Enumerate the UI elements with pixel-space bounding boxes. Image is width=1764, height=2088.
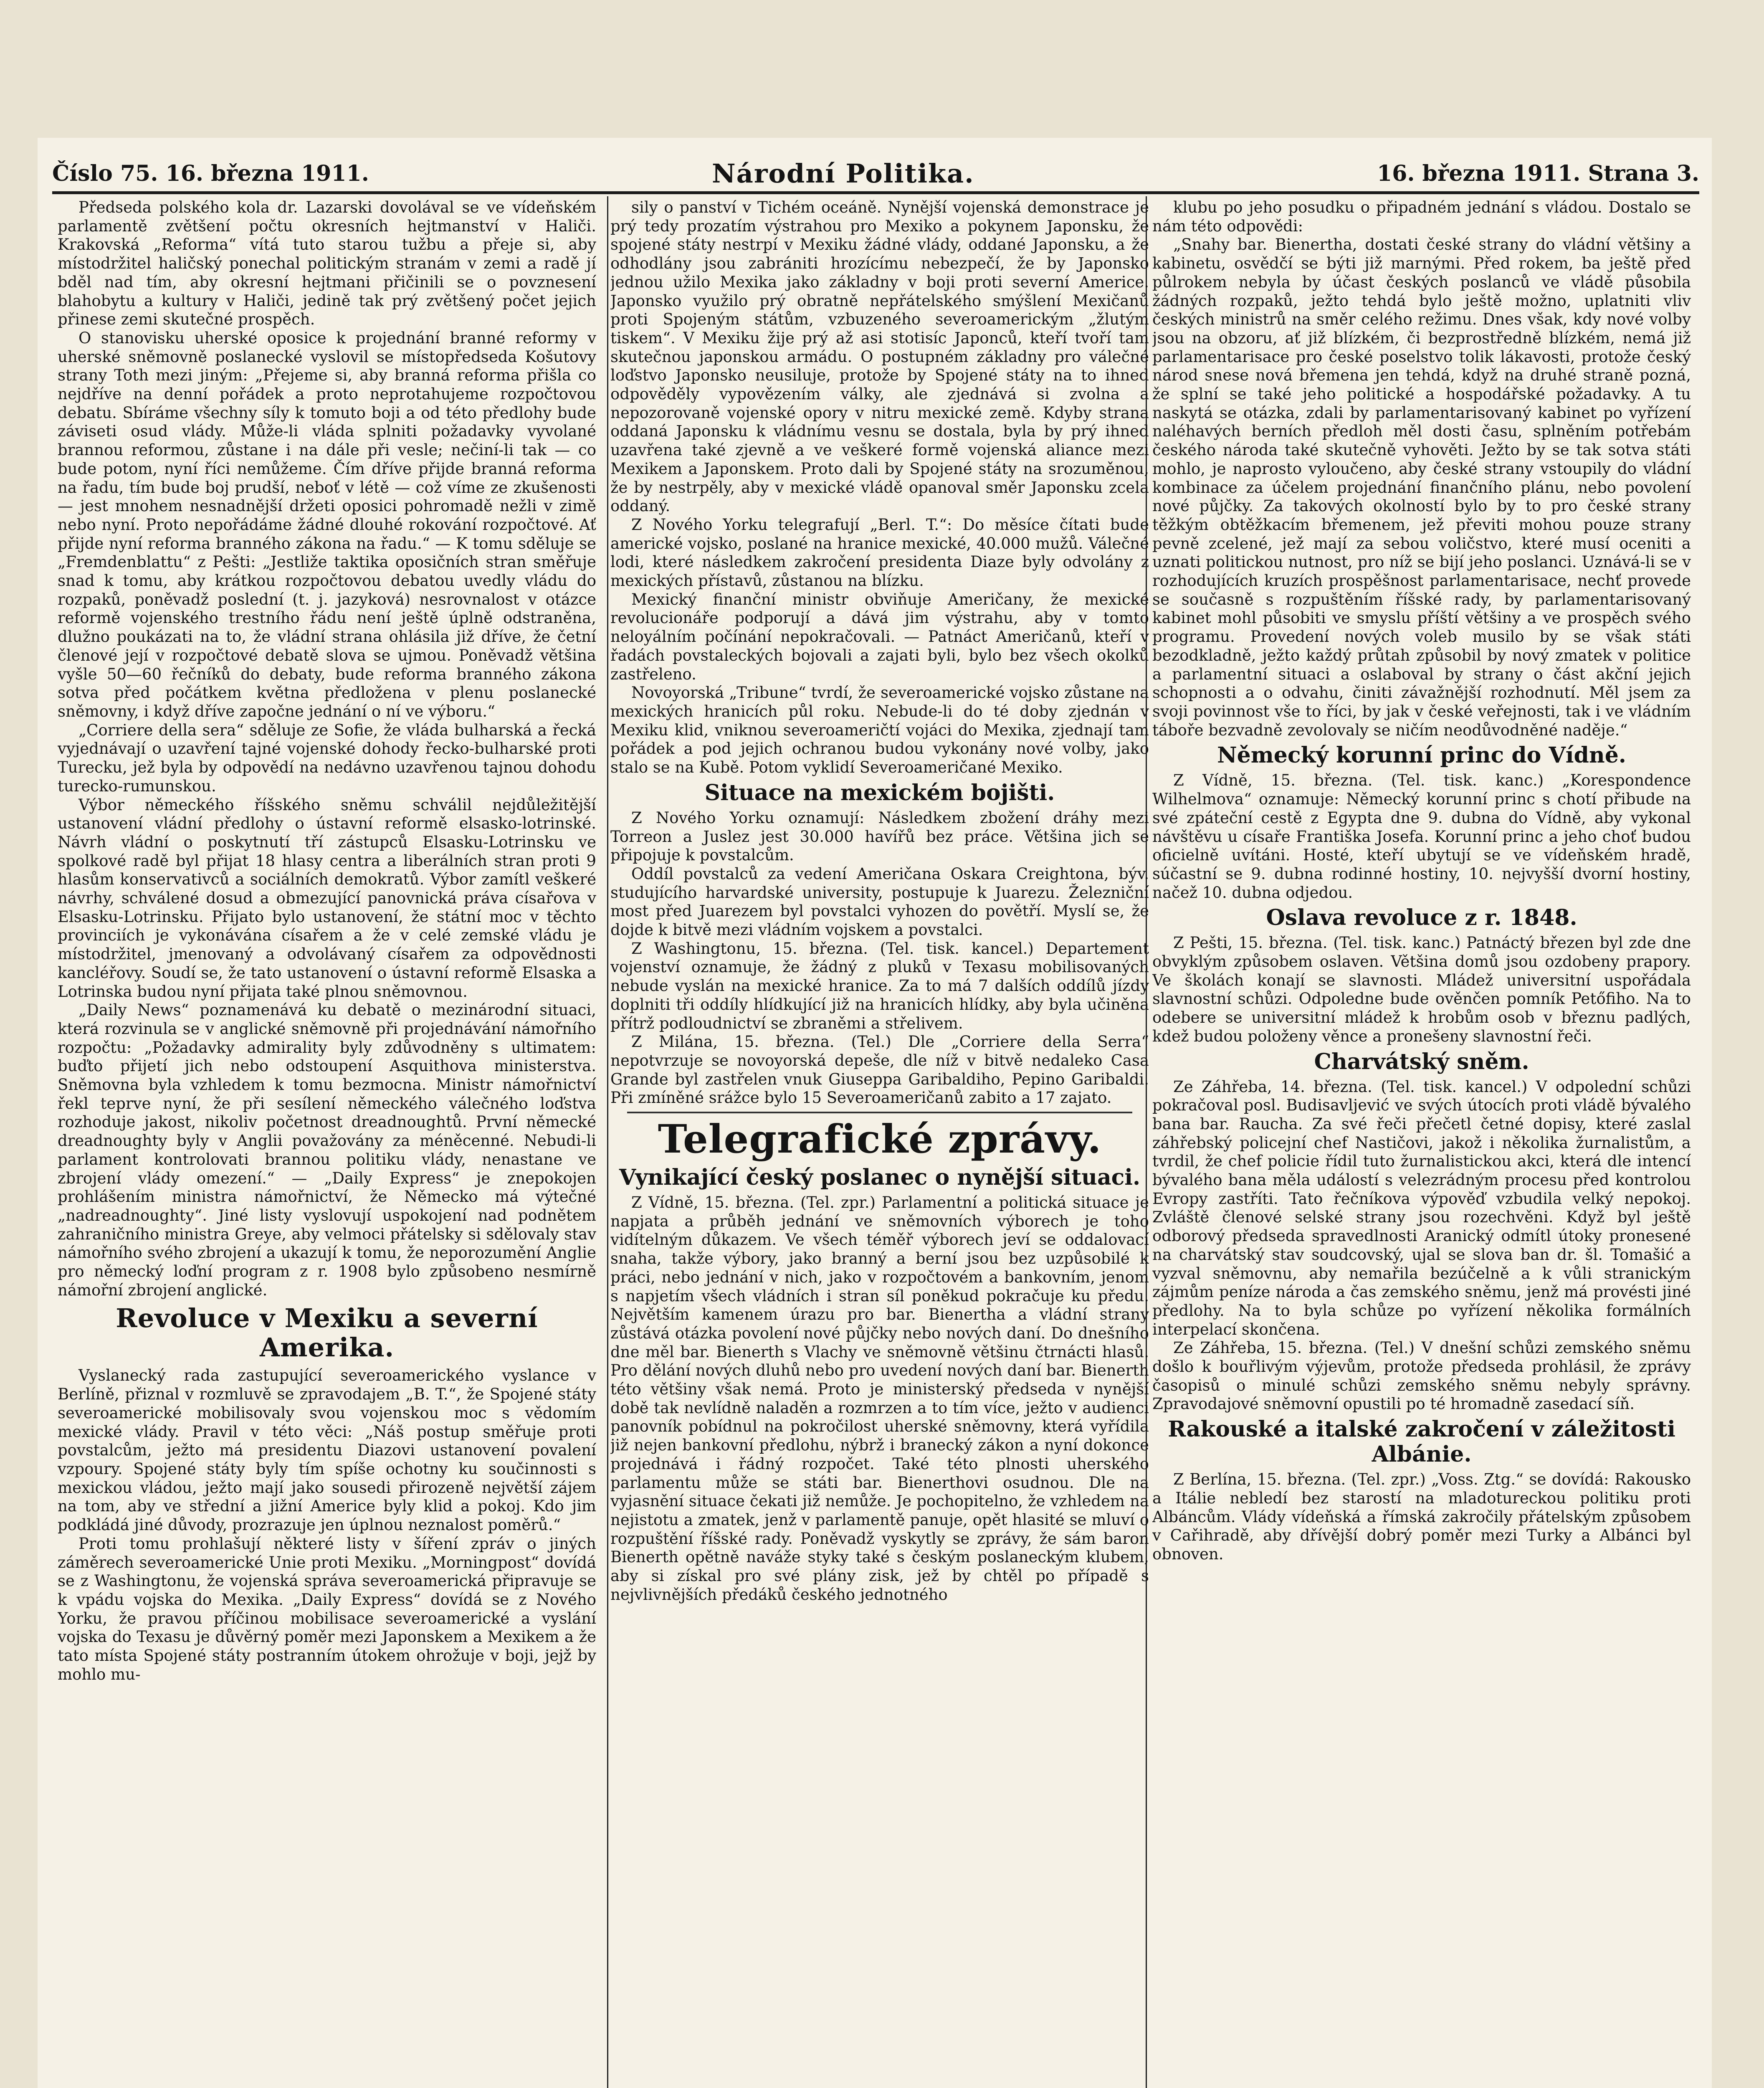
article-paragraph: „Snahy bar. Bienertha, dostati české strany do vládní většiny a kabinetu, osvědčí se býti již marnými. Před rokem, ba ještě před půlrokem nebyla by účast českých poslanců ve vládě působila žádných rozpaků, ježto tehdá bylo ještě možno, uplatniti vliv českých ministrů na směr celého režimu. Dnes však, kdy nové volby jsou na obzoru, ať již blízkém, či bezprostředně blízkém, nemá již parlamentarisace pro české poselstvo tolik lákavosti, protože český národ snese nová břemena jen tehdá, když na druhé straně pozná, že splní se také jeho politické a hospodářské požadavky. A tu naskytá se otázka, zdali by parlamentarisovaný kabinet po vyřízení naléhavých berních předloh měl dosti času, splněním potřebám českého národa také skutečně vyhověti. Ježto by se tak sotva státi mohlo, je naprosto vyloučeno, aby české strany vstoupily do vládní kombinace za účelem projednání finančního plánu, nebo povolení nové půjčky. Za takových okolností bylo by to pro české strany těžkým obtěžkacím břemenem, jež převiti mohou pouze strany pevně zcelené, jež mají za sebou voličstvo, které musí oceniti a uznati politickou nutnost, pro níž se bijí jeho poslanci. Uznává-li se v rozhodujících kruzích prospěšnost parlamentarisace, nechť provede se současně s rozpuštěním říšské rady, by parlamentarisovaný kabinet mohl působiti ve smyslu příští většiny a ve prospěch svého programu. Provedení nových voleb musilo by se však státi bezodkladně, ježto každý průtah způsobil by nový zmatek v politice a parlamentní situaci a oslaboval by strany o část akční jejich schopnosti a o odvahu, činiti závažnější rozhodnutí. Měl jsem za svoji povinnost vše to říci, by jak v české veřejnosti, tak i ve vládním táboře bezvadně zevolovaly se ničím neodůvodněné naděje.“ bbox=[1152, 236, 1691, 739]
headline-oslava: Oslava revoluce z r. 1848. bbox=[1266, 905, 1577, 931]
article-paragraph: Z Milána, 15. března. (Tel.) Dle „Corriere della Serra“ nepotvrzuje se novoyorská depeše, dle níž v bitvě nedaleko Casa Grande byl zastřelen vnuk Giuseppa Garibaldiho, Pepino Garibaldi. Při zmíněné srážce bylo 15 Severoameričanů zabito a 17 zajato. bbox=[610, 1033, 1149, 1107]
date-and-page: 16. března 1911. Strana 3. bbox=[1377, 161, 1699, 186]
article-paragraph: Novoyorská „Tribune“ tvrdí, že severoamerické vojsko zůstane na mexických hranicích půl roku. Nebude-li do té doby zjednán v Mexiku klid, vniknou severoameričtí vojáci do Mexika, zjednají tam pořádek a pod jejich ochranou budou vykonány nové volby, jako stalo se na Kubě. Potom vyklidí Severoameričané Mexiko. bbox=[610, 684, 1149, 777]
article-paragraph: klubu po jeho posudku o připadném jednání s vládou. Dostalo se nám této odpovědi: bbox=[1152, 198, 1691, 235]
article-paragraph: Ze Záhřeba, 14. března. (Tel. tisk. kancel.) V odpolední schůzi pokračoval posl. Budisavljević ve svých útocích proti vládě bývalého bana bar. Raucha. Za své řeči přečetl četné dopisy, které zaslal záhřebský policejní chef Nastičovi, jakož i několika žurnalistům, a tvrdil, že chef policie řídil tuto žurnalistickou akci, která dle intencí bývalého bana měla událostí s velezrádným procesu před kontrolou Evropy zastříti. Tato řečníkova výpověď vzbudila velký nepokoj. Zvláště členové selské strany jsou rozechvěni. Když byl ještě odborový předseda spravedlnosti Aranický odmítl útoky pronesené na charvátský stav soudcovský, ujal se slova ban dr. šl. Tomašić a vyzval sněmovnu, aby nemařila bezúčelně a k vůli stranickým zájmům peníze národa a čas zemského sněmu, jenž má provésti jiné předlohy. Na to byla schůze po vyřízení několika formálních interpelací skončena. bbox=[1152, 1077, 1691, 1338]
article-paragraph: „Daily News“ poznamenává ku debatě o mezinárodní situaci, která rozvinula se v anglické sněmovně při projednávání námořního rozpočtu: „Požadavky admirality byly zdůvodněny s ultimatem: buďto přijetí jich nebo odstoupení Asquithova ministerstva. Sněmovna byla vzhledem k tomu bezmocna. Ministr námořnictví řekl teprve nyní, že při sesílení německého válečného loďstva rozhoduje jakost, nikoliv početnost dreadnoughtů. První německé dreadnoughty byly v Anglii považovány za méněcenné. Nebudi-li parlament kontrolovati brannou politiku vlády, nenastane ve zbrojení vlády omezení.“ — „Daily Express“ je znepokojen prohlášením ministra námořnictví, že Německo má výtečné „nadreadnoughty“. Jiné listy vyslovují uspokojení nad podnětem zahraničního ministra Greye, aby velmoci přátelsky si sdělovaly stav námořního svého zbrojení a ukazují k tomu, že neporozumění Anglie pro německý loďní program z r. 1908 bylo způsobeno nesmírně námořní zbrojení anglické. bbox=[58, 1001, 596, 1299]
article-paragraph: Z Vídně, 15. března. (Tel. zpr.) Parlamentní a politická situace je napjata a průběh jednání ve sněmovních výborech je toho vidítelným důkazem. Ve všech téměř výborech jeví se oddalovací snaha, takže výbory, jako branný a berní jsou bez uzpůsobilé k práci, nebo jednání v nich, jako v rozpočtovém a bankovním, jenom s napjetím všech vládních i stran síl poněkud pokračuje ku předu. Největším kamenem úrazu pro bar. Bienertha a vládní strany zůstává otázka povolení nové půjčky nebo nových daní. Do dnešního dne měl bar. Bienerth s Vlachy ve sněmovně většinu čtrnácti hlasů. Pro dělání nových dluhů nebo pro uvedení nových daní bar. Bienerth této většiny však nemá. Proto je ministerský předseda v nynější době tak nevlídně naladěn a rozmrzen a to tím více, ježto v audienci panovník pobídnul na pokročilost uherské sněmovny, která vyřídila již nejen bankovní předlohu, nýbrž i branecký zákon a nyní dokonce projednává i řádný rozpočet. Také této plnosti uherského parlamentu může se státi bar. Bienerthovi osudnou. Dle na vyjasnění situace čekati již nemůže. Je pochopitelno, že vzhledem na nejistotu a zmatek, jenž v parlamentě panuje, opět hlasité se mluví o rozpuštění říšské rady. Poněvadž vyskytly se zprávy, že sám baron Bienerth opětně naváže styky také s českým poslaneckým klubem, aby si získal pro své plány zisk, jež by chtěl po případě s nejvlivnějších předáků českého jednotného bbox=[610, 1194, 1149, 1604]
headline-snem: Charvátský sněm. bbox=[1314, 1049, 1529, 1074]
column-divider bbox=[607, 196, 608, 2088]
headline-poslanec: Vynikající český poslanec o nynější situaci. bbox=[619, 1165, 1141, 1191]
article-paragraph: Výbor německého říšského sněmu schválil nejdůležitější ustanovení vládní předlohy o ústavní reformě elsasko-lotrinské. Návrh vládní o poskytnutí tří zástupců Elsasku-Lotrinsku ve spolkové radě byl přijat 18 hlasy centra a liberálních stran proti 9 hlasům konservativců a sociálních demokratů. Výbor zamítl veškeré návrhy, schválené dosud a obmezující panovnická práva císařova v Elsasku-Lotrinsku. Přijato bylo ustanovení, že státní moc v těchto provinciích je vykonávána císařem a že v celé zemské vládu je místodržitel, jmenovaný a odvolávaný císařem za odpovědnosti kancléřovy. Soudí se, že tato ustanovení o ústavní reformě Elsaska a Lotrinska budou nyní přijata také plnou sněmovnou. bbox=[58, 796, 596, 1001]
column-1 bbox=[58, 198, 596, 2088]
article-paragraph: Vyslanecký rada zastupující severoamerického vyslance v Berlíně, přiznal v rozmluvě se zpravodajem „B. T.“, že Spojené státy severoamerické mobilisovaly svou vojenskou moc s vědomím mexické vlády. Pravil v této věci: „Náš postup směřuje proti povstalcům, ježto má presidentu Diazovi ustanovení povalení vzpoury. Spojené státy byly tím spíše ochotny ku součinnosti s mexickou vládou, ježto mají jako sousedi přirozeně největší zájem na tom, aby ve střední a jižní Americe byly klid a pokoj. Kdo jim podkládá jiné důvody, prozrazuje jen úplnou neznalost poměrů.“ bbox=[58, 1366, 596, 1534]
article-paragraph: Z Nového Yorku oznamují: Následkem zbožení dráhy mezi Torreon a Juslez jest 30.000 havířů bez práce. Většina jich se připojuje k povstalcům. bbox=[610, 808, 1149, 864]
headline-albanie: Rakouské a italské zakročení v záležitosti Albánie. bbox=[1168, 1416, 1675, 1467]
headline-mexico: Revoluce v Mexiku a severní Amerika. bbox=[116, 1303, 538, 1363]
article-paragraph: O stanovisku uherské oposice k projednání branné reformy v uherské sněmovně poslanecké vyslovil se místopředseda Košutovy strany Toth mezi jiným: „Přejeme si, aby branná reforma přišla co nejdříve na denní pořádek a proto neprotahujeme rozpočtovou debatu. Sbíráme všechny síly k tomuto boji a od této předlohy bude záviseti osud vlády. Může-li vláda splniti požadavky vyvolané brannou reformou, zůstane i na dále při vesle; nečiní-li tak — co bude potom, nyní říci nemůžeme. Čím dříve přijde branná reforma na řadu, tím bude boj prudší, neboť v létě — což víme ze zkušenosti — jest mnohem nesnadnější držeti oposici pohromadě nežli v zimě nebo nyní. Proto nepořádáme žádné dlouhé rokování rozpočtové. Ať přijde nyní reforma branného zákona na řadu.“ — K tomu sděluje se „Fremdenblattu“ z Pešti: „Jestliže taktika oposičních stran směřuje snad k tomu, aby krátkou rozpočtovou debatou uvedly vládu do rozpaků, poněvadž poslední (t. j. jazyková) nesrovnalost v otázce reformě vojenského trestního řádu není ještě úplně odstraněna, dlužno poukázati na to, že vládní strana ohlásila již dříve, že četní členové její v rozpočtové debatě slova se ujmou. Poněvadž většina vyšle 50—60 řečníků do debaty, bude reforma branného zákona sotva před počátkem května předložena v plenu poslanecké sněmovny, i když dříve započne jednání o ní ve výboru.“ bbox=[58, 329, 596, 720]
article-paragraph: Z Nového Yorku telegrafují „Berl. T.“: Do měsíce čítati bude americké vojsko, poslané na hranice mexické, 40.000 mužů. Válečné lodi, které následkem zakročení presidenta Diaze byly odvolány z mexických přístavů, zůstanou na blízku. bbox=[610, 515, 1149, 590]
headline-princ: Německý korunní princ do Vídně. bbox=[1217, 742, 1626, 768]
column-2 bbox=[610, 198, 1149, 2088]
column-3 bbox=[1152, 198, 1691, 2088]
masthead-title: Národní Politika. bbox=[712, 158, 974, 189]
article-paragraph: Z Washingtonu, 15. března. (Tel. tisk. kancel.) Departement vojenství oznamuje, že žádný z pluků v Texasu mobilisovaných nebude vyslán na mexické hranice. Za to má 7 dalších oddílů jízdy doplniti tři oddíly hlídkující již na hranicích hlídky, aby byla učiněna přítrž podloudnictví se zbraněmi a střelivem. bbox=[610, 939, 1149, 1032]
issue-number: Číslo 75. 16. března 1911. bbox=[52, 161, 369, 186]
article-paragraph: Ze Záhřeba, 15. března. (Tel.) V dnešní schůzi zemského sněmu došlo k bouřlivým výjevům, protože předseda prohlásil, že zprávy časopisů o minulé schůzi zemského sněmu nebyly správny. Zpravodajové sněmovní opustili po té hromadně zasedací síň. bbox=[1152, 1339, 1691, 1413]
article-paragraph: Proti tomu prohlašují některé listy v šíření zpráv o jiných záměrech severoamerické Unie proti Mexiku. „Morningpost“ dovídá se z Washingtonu, že vojenská správa severoamerická připravuje se k vpádu vojska do Mexika. „Daily Express“ dovídá se z Nového Yorku, že pravou příčinou mobilisace severoamerické a vyslání vojska do Texasu je důvěrný poměr mezi Japonskem a Mexikem a že tato místa Spojené státy postranním útokem ohrožuje v boji, jejž by mohlo mu- bbox=[58, 1534, 596, 1683]
article-paragraph: Oddíl povstalců za vedení Američana Oskara Creightona, býv. studujícího harvardské university, postupuje k Juarezu. Železniční most před Juarezem byl povstalci vyhozen do povětří. Myslí se, že dojde k bitvě mezi vládním vojskem a povstalci. bbox=[610, 864, 1149, 939]
article-paragraph: Z Berlína, 15. března. (Tel. zpr.) „Voss. Ztg.“ se dovídá: Rakousko a Itálie nebledí bez starostí na mladotureckou politiku proti Albáncům. Vlády vídeňská a římská zakročily přátelským způsobem v Cařihradě, aby dřívější dobrý poměr mezi Turky a Albánci byl obnoven. bbox=[1152, 1470, 1691, 1563]
article-paragraph: Předseda polského kola dr. Lazarski dovolával se ve vídeňském parlamentě zvětšení počtu okresních hejtmanství v Haliči. Krakovská „Reforma“ vítá tuto starou tužbu a přeje si, aby místodržitel haličský ponechal politickým stranám v zemi a radě jí bděl nad tím, aby okresní hejtmani přičinili se o povznesení blahobytu a kultury v Haliči, jedině tak prý zvětšený počet jejich přinese zemi skutečné prospěch. bbox=[58, 198, 596, 329]
page-header bbox=[52, 158, 1699, 190]
article-paragraph: Z Pešti, 15. března. (Tel. tisk. kanc.) Patnáctý březen byl zde dne obvyklým způsobem oslaven. Většina domů jsou ozdobeny prapory. Ve školách konají se slavnosti. Mládež universitní uspořádala slavnostní schůzi. Odpoledne bude ověnčen pomník Petőfiho. Na to odebere se universitní mládež k hrobům osob v březnu padlých, kdež budou položeny věnce a pronešeny slavnostní řeči. bbox=[1152, 934, 1691, 1045]
article-paragraph: Mexický finanční ministr obviňuje Američany, že mexické revolucionáře podporují a dává jim výstrahu, aby v tomto neloyálním počínání nepokračovali. — Patnáct Američanů, kteří v řadách povstaleckých bojovali a zajati byli, bylo bez všech okolků zastřeleno. bbox=[610, 590, 1149, 683]
article-paragraph: Z Vídně, 15. března. (Tel. tisk. kanc.) „Korespondence Wilhelmova“ oznamuje: Německý korunní princ s chotí přibude na své zpáteční cestě z Egypta dne 9. dubna do Vídně, aby vykonal návštěvu u císaře Františka Josefa. Korunní princ a jeho choť budou oficielně uvítáni. Hosté, kteří ubytují se ve vídeňském hradě, súčastní se 9. dubna rodinné hostiny, 10. nejvyšší dvorní hostiny, načež 10. dubna odjedou. bbox=[1152, 771, 1691, 902]
headline-telegraf: Telegrafické zprávy. bbox=[658, 1116, 1102, 1163]
article-paragraph: „Corriere della sera“ sděluje ze Sofie, že vláda bulharská a řecká vyjednávají o uzavření tajné vojenské dohody řecko-bulharské proti Turecku, jež byla by odpovědí na nedávno uzavřenou tajnou dohodu turecko-rumunskou. bbox=[58, 721, 596, 795]
section-rule bbox=[627, 1112, 1132, 1113]
header-rule bbox=[52, 191, 1699, 194]
article-paragraph: sily o panství v Tichém oceáně. Nynější vojenská demonstrace je prý tedy prozatím výstrahou pro Mexiko a pokynem Japonsku, že spojené státy nestrpí v Mexiku žádné vlády, oddané Japonsku, a že odhodlány jsou zabrániti hrozícímu nebezpečí, že by Japonsko jednou užilo Mexika jako základny v boji proti severní Americe. Japonsko využilo prý obratně nepřátelského smýšlení Mexičanů proti Spojeným státům, vzbuzeného severoamerickým „žlutým tiskem“. V Mexiku žije prý až asi stotisíc Japonců, kteří tvoří tam skutečnou japonskou armádu. O postupném základny pro válečné loďstvo Japonsko neusiluje, protože by Spojené státy na to ihned odpověděly vypovězením války, ale zjednává si zvolna a nepozorovaně vojenské opory v nitru mexické země. Kdyby strana oddaná Japonsku k vládnímu vesnu se dostala, byla by prý ihned uzavřena také zjevně a ve veškeré formě vojenská aliance mezi Mexikem a Japonskem. Proto dali by Spojené státy na srozuměnou, že by nestrpěly, aby v mexické vládě opanoval směr Japonsku zcela oddaný. bbox=[610, 198, 1149, 515]
headline-bojiste: Situace na mexickém bojišti. bbox=[704, 780, 1055, 806]
